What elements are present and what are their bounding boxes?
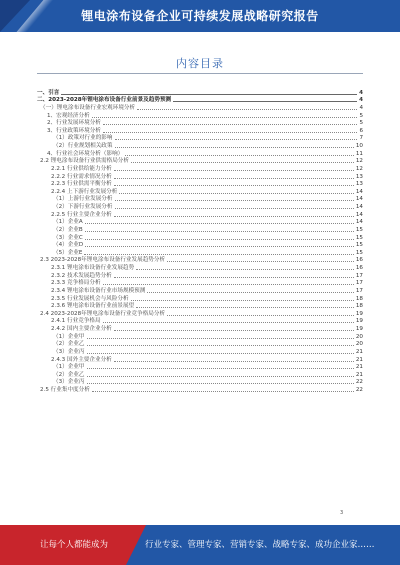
toc-entry-page: 13	[355, 181, 363, 188]
toc-leader-dots	[136, 307, 354, 308]
page-number: 3	[340, 510, 344, 516]
toc-entry-title: （1）企业甲	[37, 334, 86, 340]
toc-entry-title: （3）企业丙	[37, 379, 86, 385]
toc-leader-dots	[103, 322, 354, 323]
toc-entry-page: 7	[359, 135, 363, 142]
toc-entry[interactable]	[37, 202, 363, 210]
toc-entry-page: 5	[359, 112, 363, 119]
toc-entry-page: 21	[355, 348, 363, 355]
toc-entry[interactable]	[37, 294, 363, 302]
toc-entry[interactable]	[37, 370, 363, 378]
toc-entry[interactable]	[37, 180, 363, 188]
toc-leader-dots	[92, 391, 354, 392]
toc-entry-page: 11	[355, 150, 363, 157]
toc-leader-dots	[115, 147, 354, 148]
toc-leader-dots	[131, 162, 354, 163]
toc-entry[interactable]	[37, 187, 363, 195]
toc-entry-title: （3）企业C	[37, 235, 84, 241]
toc-leader-dots	[115, 200, 354, 201]
toc-entry[interactable]	[37, 378, 363, 386]
toc-entry[interactable]	[37, 233, 363, 241]
footer-banner	[0, 525, 400, 565]
toc-leader-dots	[92, 117, 358, 118]
toc-entry[interactable]	[37, 256, 363, 264]
toc-entry-title: 一、引言	[37, 89, 60, 96]
toc-entry[interactable]	[37, 126, 363, 134]
toc-leader-dots	[61, 94, 357, 95]
toc-entry[interactable]	[37, 286, 363, 294]
footer-slogan-right: 行业专家、管理专家、营销专家、战略专家、成功企业家……	[145, 540, 375, 550]
toc-entry-title: 4、行业社会环境分析（影响）	[37, 151, 124, 157]
toc-leader-dots	[87, 353, 354, 354]
toc-entry[interactable]	[37, 332, 363, 340]
toc-leader-dots	[103, 284, 354, 285]
page-title: 内容目录	[176, 57, 224, 70]
toc-entry[interactable]	[37, 385, 363, 393]
toc-entry-page: 13	[355, 173, 363, 180]
toc-entry[interactable]	[37, 355, 363, 363]
toc-entry-page: 17	[355, 287, 363, 294]
toc-leader-dots	[114, 361, 354, 362]
toc-entry[interactable]	[37, 302, 363, 310]
toc-entry-title: 2.5 行业集中度分析	[37, 387, 91, 393]
toc-entry[interactable]	[37, 96, 363, 104]
toc-entry[interactable]	[37, 103, 363, 111]
footer-slogan-left: 让每个人都能成为	[40, 540, 109, 550]
toc-entry-title: 2、行业发展环境分析	[37, 120, 102, 126]
toc-entry-title: 2.3.6 锂电涂布设备行业前景展望	[37, 303, 135, 309]
toc-entry[interactable]	[37, 248, 363, 256]
toc-entry-page: 4	[359, 97, 363, 104]
toc-entry-page: 12	[355, 165, 363, 172]
toc-leader-dots	[173, 101, 357, 102]
toc-entry-page: 16	[355, 257, 363, 264]
toc-entry-title: （2）行业规划相关政策	[37, 143, 114, 149]
toc-entry-title: 2.2.4 上下游行业发展分析	[37, 189, 118, 195]
toc-entry-page: 14	[355, 196, 363, 203]
toc-entry-page: 19	[355, 326, 363, 332]
toc-entry[interactable]	[37, 172, 363, 180]
toc-leader-dots	[167, 315, 354, 316]
toc-leader-dots	[114, 216, 354, 217]
toc-entry[interactable]	[37, 271, 363, 279]
toc-entry-page: 14	[355, 211, 363, 218]
toc-entry-title: （1）上游行业发展分析	[37, 196, 114, 202]
toc-entry[interactable]	[37, 149, 363, 157]
report-title: 锂电涂布设备企业可持续发展战略研究报告	[81, 9, 319, 23]
toc-entry-title: （2）下游行业发展分析	[37, 204, 114, 210]
toc-entry[interactable]	[37, 347, 363, 355]
title-divider	[37, 73, 363, 74]
toc-entry-title: （1）企业甲	[37, 364, 86, 370]
toc-entry-page: 17	[355, 280, 363, 287]
toc-entry-page: 20	[355, 333, 363, 340]
toc-leader-dots	[87, 345, 354, 346]
toc-entry-page: 16	[355, 265, 363, 271]
toc-entry-page: 14	[355, 204, 363, 210]
header-banner	[0, 0, 400, 32]
toc-entry-title: 2.2.5 行业主要企业分析	[37, 212, 113, 218]
toc-entry[interactable]	[37, 111, 363, 119]
toc-entry-page: 18	[355, 295, 363, 302]
toc-entry[interactable]	[37, 157, 363, 165]
toc-entry-title: 2.4 2023-2028年锂电涂布设备行业竞争格局分析	[37, 311, 166, 317]
toc-entry[interactable]	[37, 195, 363, 203]
toc-entry-page: 14	[355, 219, 363, 226]
toc-entry-page: 17	[355, 272, 363, 279]
toc-entry-title: （2）企业B	[37, 227, 84, 233]
toc-entry[interactable]	[37, 210, 363, 218]
toc-leader-dots	[85, 239, 354, 240]
toc-entry-page: 14	[355, 188, 363, 195]
toc-entry-title: 2.4.2 国内主要企业分析	[37, 326, 113, 332]
toc-entry[interactable]	[37, 279, 363, 287]
toc-leader-dots	[136, 269, 354, 270]
toc-entry-page: 21	[355, 356, 363, 363]
toc-leader-dots	[103, 124, 358, 125]
toc-entry-page: 4	[359, 89, 363, 96]
toc-entry[interactable]	[37, 340, 363, 348]
toc-entry-page: 15	[355, 234, 363, 241]
toc-leader-dots	[119, 193, 354, 194]
toc-leader-dots	[167, 261, 354, 262]
toc-entry-page: 21	[355, 364, 363, 371]
toc-entry-page: 18	[355, 303, 363, 310]
toc-entry-page: 19	[355, 310, 363, 317]
toc-entry-title: 2.3.1 锂电涂布设备行业发展趋势	[37, 265, 135, 271]
toc-leader-dots	[85, 231, 354, 232]
toc-entry[interactable]	[37, 88, 363, 96]
toc-entry-title: 2.3.2 技术发展趋势分析	[37, 273, 113, 279]
toc-entry[interactable]	[37, 225, 363, 233]
toc-entry-page: 5	[359, 120, 363, 127]
toc-entry-title: 2.4.3 国外主要企业分析	[37, 357, 113, 363]
toc-entry-page: 15	[355, 242, 363, 249]
toc-entry[interactable]	[37, 317, 363, 325]
toc-entry-title: （5）企业E	[37, 250, 83, 256]
toc-entry-title: 2.3.4 锂电涂布设备行业市场规模预测	[37, 288, 146, 294]
toc-entry-title: 2.2 锂电涂布设备行业供需格局分析	[37, 158, 130, 164]
toc-leader-dots	[87, 368, 354, 369]
toc-entry-page: 19	[355, 318, 363, 325]
toc-entry[interactable]	[37, 141, 363, 149]
toc-entry-title: 2.4.1 行业竞争格局	[37, 318, 102, 324]
toc-entry[interactable]	[37, 164, 363, 172]
toc-entry-title: 2.3 2023-2028年锂电涂布设备行业发展趋势分析	[37, 257, 166, 263]
toc-entry-title: （2）企业乙	[37, 372, 86, 378]
toc-leader-dots	[115, 139, 358, 140]
toc-entry[interactable]	[37, 134, 363, 142]
toc-leader-dots	[87, 338, 354, 339]
toc-entry[interactable]	[37, 119, 363, 127]
toc-entry-page: 15	[355, 226, 363, 233]
toc-entry-page: 21	[355, 371, 363, 378]
toc-leader-dots	[87, 376, 354, 377]
toc-leader-dots	[114, 178, 354, 179]
toc-entry[interactable]	[37, 263, 363, 271]
toc-leader-dots	[114, 170, 354, 171]
toc-leader-dots	[114, 277, 354, 278]
table-of-contents	[37, 88, 363, 393]
toc-entry[interactable]	[37, 324, 363, 332]
toc-entry-title: （一）锂电涂布设备行业宏观环境分析	[37, 105, 136, 111]
toc-leader-dots	[114, 185, 354, 186]
toc-leader-dots	[115, 208, 354, 209]
toc-entry-title: 1、宏观经济分析	[37, 113, 91, 119]
toc-leader-dots	[114, 330, 354, 331]
toc-entry-page: 6	[359, 127, 363, 134]
toc-entry-title: （1）政策对行业的影响	[37, 135, 114, 141]
toc-entry-title: 2.3.3 竞争格局分析	[37, 280, 102, 286]
toc-entry-title: 3、行业政策环境分析	[37, 128, 102, 134]
toc-leader-dots	[131, 300, 354, 301]
toc-entry-title: 2.2.2 行业需求情况分析	[37, 174, 113, 180]
toc-leader-dots	[125, 155, 354, 156]
toc-entry-page: 22	[355, 387, 363, 393]
toc-leader-dots	[87, 383, 354, 384]
toc-entry[interactable]	[37, 363, 363, 371]
toc-leader-dots	[85, 223, 354, 224]
toc-leader-dots	[84, 254, 353, 255]
toc-entry-title: （4）企业D	[37, 242, 84, 248]
toc-entry-page: 20	[355, 341, 363, 348]
toc-entry-title: （2）企业乙	[37, 341, 86, 347]
toc-leader-dots	[85, 246, 354, 247]
toc-leader-dots	[103, 132, 358, 133]
toc-entry-title: 2.2.1 行业供给能力分析	[37, 166, 113, 172]
toc-entry-title: （1）企业A	[37, 219, 84, 225]
toc-entry[interactable]	[37, 218, 363, 226]
toc-entry-page: 10	[355, 143, 363, 149]
toc-entry-page: 22	[355, 379, 363, 386]
toc-leader-dots	[147, 292, 354, 293]
toc-entry[interactable]	[37, 241, 363, 249]
toc-entry-title: （3）企业丙	[37, 349, 86, 355]
toc-entry-title: 2.2.3 行业供需平衡分析	[37, 181, 113, 187]
toc-entry-page: 12	[355, 158, 363, 165]
toc-entry-title: 2.3.5 行业发展机会与风险分析	[37, 296, 130, 302]
toc-entry[interactable]	[37, 309, 363, 317]
toc-leader-dots	[137, 109, 357, 110]
toc-entry-title: 二、2023-2028年锂电涂布设备行业前景及趋势预测	[37, 97, 172, 104]
toc-entry-page: 15	[355, 249, 363, 256]
toc-entry-page: 4	[359, 104, 363, 111]
